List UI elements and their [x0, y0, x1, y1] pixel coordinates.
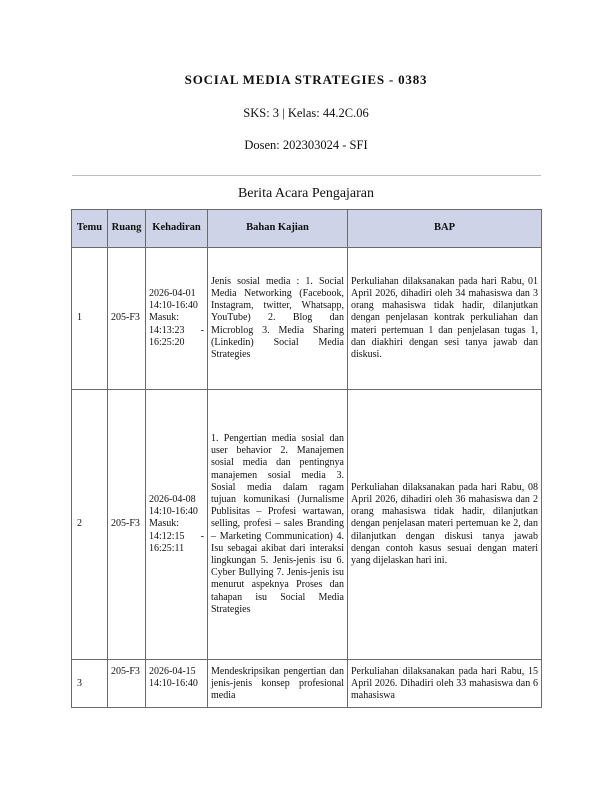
- cell-bap: Perkuliahan dilaksanakan pada hari Rabu, 01 April 2026, dihadiri oleh 34 mahasiswa dan 3 orang mahasiswa tidak hadir, dilanjutkan dengan penjelasan kontrak perkuliahan dan materi pertemuan 1 dan penjelasan tugas 1, dan diakhiri dengan sesi tanya jawab dan diskusi.: [348, 248, 542, 390]
- course-meta: SKS: 3 | Kelas: 44.2C.06: [243, 106, 369, 120]
- cell-ruang: 205-F3: [108, 248, 146, 390]
- cell-ruang: 205-F3: [108, 660, 146, 708]
- table-row: [72, 390, 542, 660]
- table-header-row: [72, 210, 542, 248]
- col-header-kehadiran: Kehadiran: [146, 210, 208, 248]
- cell-temu: 1: [72, 248, 108, 390]
- cell-bap: Perkuliahan dilaksanakan pada hari Rabu, 15 April 2026. Dihadiri oleh 33 mahasiswa dan 6 mahasiswa: [348, 660, 542, 708]
- cell-bahan-kajian: Jenis sosial media : 1. Social Media Networking (Facebook, Instagram, twitter, Whatsapp, YouTube) 2. Blog dan Microblog 3. Media Sharing (Linkedin) Social Media Strategies: [208, 248, 348, 390]
- cell-bahan-kajian: Mendeskripsikan pengertian dan jenis-jenis konsep profesional media: [208, 660, 348, 708]
- cell-bap: Perkuliahan dilaksanakan pada hari Rabu, 08 April 2026, dihadiri oleh 36 mahasiswa dan 2 orang mahasiswa tidak hadir, dilanjutkan dengan penjelasan materi pertemuan ke 2, dan dilanjutkan dengan diskusi tanya jawab dengan contoh kasus sesuai dengan materi yang dijelaskan hari ini.: [348, 390, 542, 660]
- cell-temu: 3: [72, 660, 108, 708]
- teaching-record-table: [71, 209, 542, 708]
- table-row: [72, 248, 542, 390]
- col-header-bahan-kajian: Bahan Kajian: [208, 210, 348, 248]
- cell-bahan-kajian: 1. Pengertian media sosial dan user behavior 2. Manajemen sosial media dan pentingnya manajemen sosial media 3. Sosial media dalam ragam tujuan komunikasi (Jurnalisme Publisitas – Profesi wartawan, selling, profesi – sales Branding – Marketing Communication) 4. Isu sebagai akibat dari interaksi lingkungan 5. Jenis-jenis isu 6. Cyber Bullying 7. Jenis-jenis isu menurut aspeknya Proses dan tahapan isu Social Media Strategies: [208, 390, 348, 660]
- col-header-ruang: Ruang: [108, 210, 146, 248]
- cell-kehadiran: 2026-04-15 14:10-16:40: [146, 660, 208, 708]
- course-title: SOCIAL MEDIA STRATEGIES - 0383: [184, 72, 428, 87]
- section-title: Berita Acara Pengajaran: [237, 186, 375, 201]
- col-header-bap: BAP: [348, 210, 542, 248]
- cell-ruang: 205-F3: [108, 390, 146, 660]
- table-row: [72, 660, 542, 708]
- cell-kehadiran: 2026-04-08 14:10-16:40 Masuk: 14:12:15 - 16:25:11: [146, 390, 208, 660]
- cell-kehadiran: 2026-04-01 14:10-16:40 Masuk: 14:13:23 - 16:25:20: [146, 248, 208, 390]
- lecturer-line: Dosen: 202303024 - SFI: [244, 138, 368, 152]
- header-divider: [72, 175, 541, 176]
- cell-temu: 2: [72, 390, 108, 660]
- col-header-temu: Temu: [72, 210, 108, 248]
